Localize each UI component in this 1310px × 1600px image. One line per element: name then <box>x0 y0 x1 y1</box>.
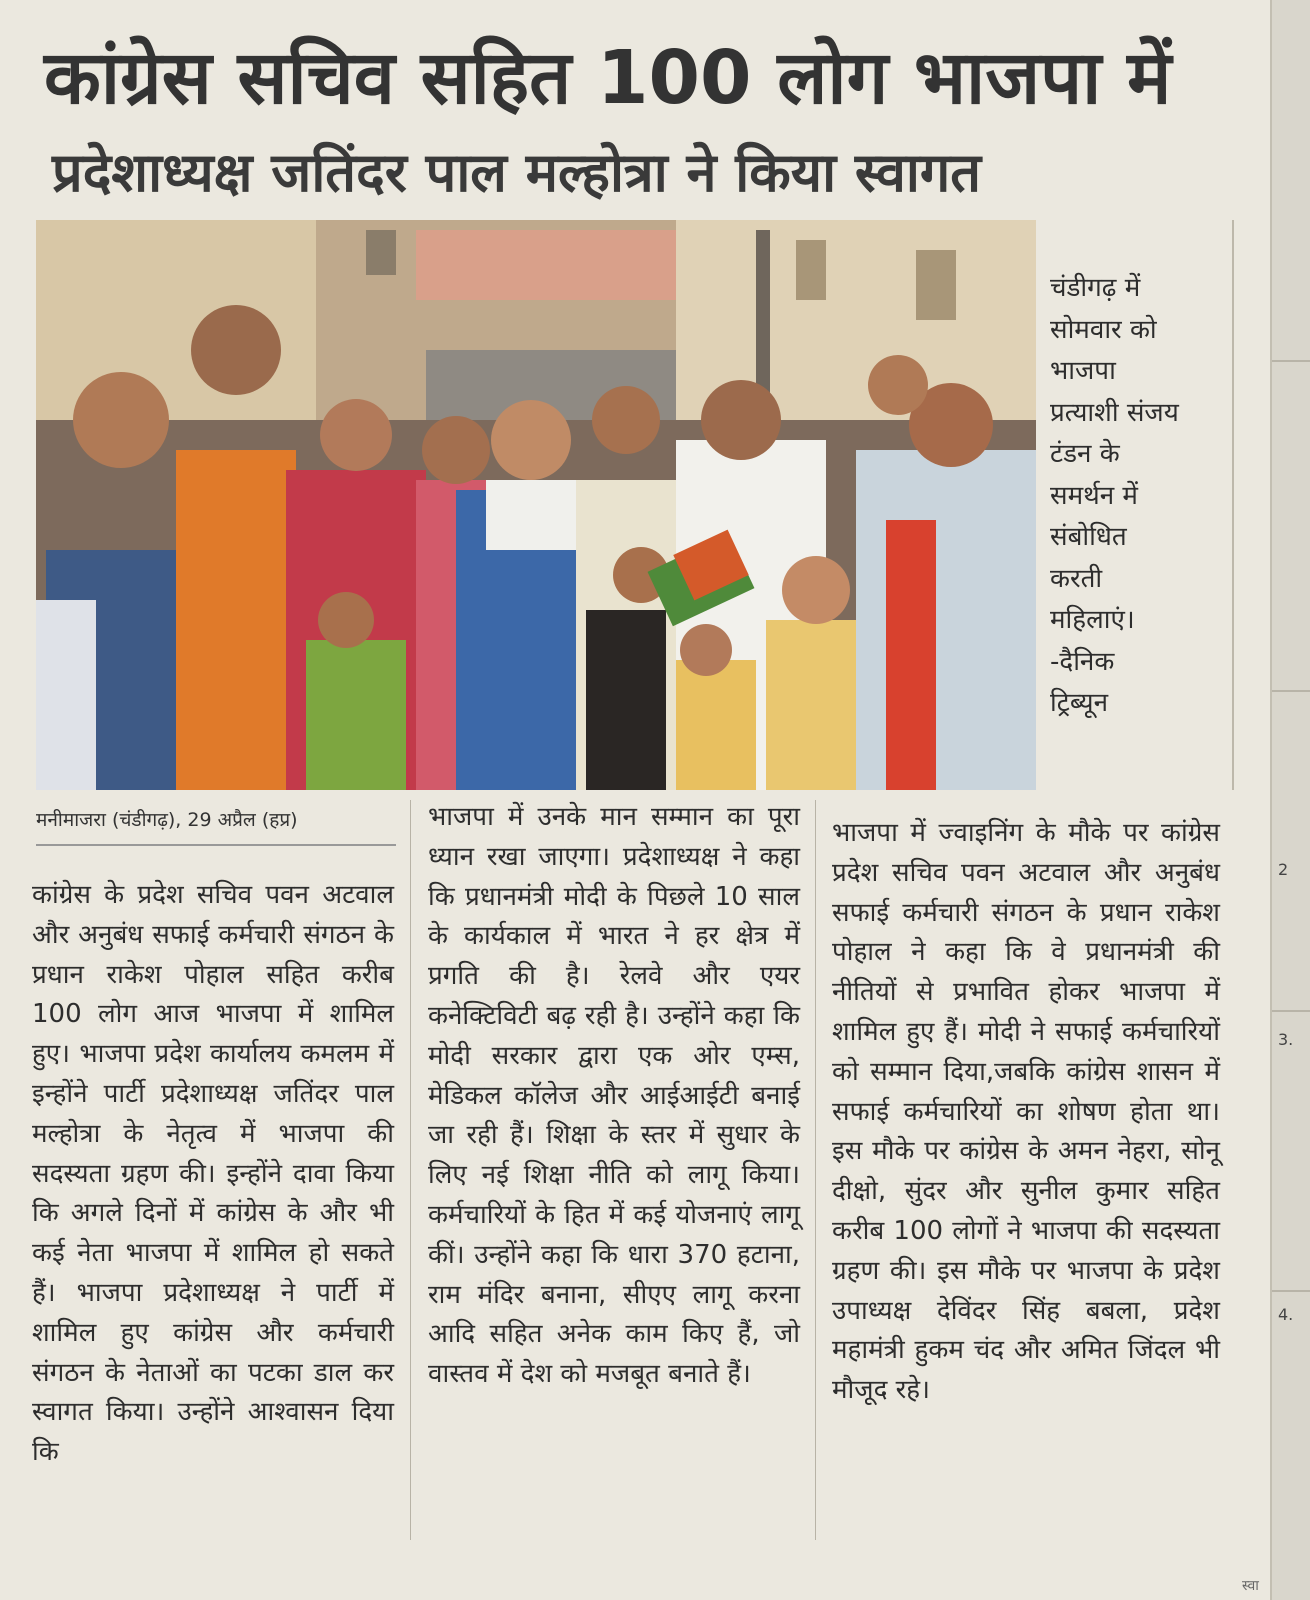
caption-line: महिलाएं। <box>1050 605 1135 635</box>
adjacent-page-edge <box>1270 0 1310 1600</box>
section-marker: 4. <box>1278 1305 1294 1324</box>
caption-line: ट्रिब्यून <box>1050 688 1109 718</box>
caption-line: समर्थन में <box>1050 480 1138 511</box>
news-photo <box>36 220 1036 790</box>
column-divider <box>815 800 816 1540</box>
section-marker: 2 <box>1278 860 1289 879</box>
footer-fragment: स्वा <box>1242 1578 1259 1594</box>
caption-line: -दैनिक <box>1050 646 1115 677</box>
article-column-3: भाजपा में ज्वाइनिंग के मौके पर कांग्रेस प्रदेश सचिव पवन अटवाल और अनुबंध सफाई कर्मचारी संगठन के प्रधान राकेश पोहाल ने कहा कि वे प्रधानमंत्री की नीतियों से प्रभावित होकर भाजपा में शामिल हुए हैं। मोदी ने सफाई कर्मचारियों को सम्मान दिया,जबकि कांग्रेस शासन में सफाई कर्मचारियों का शोषण होता था। इस मौके पर कांग्रेस के अमन नेहरा, सोनू दीक्षो, सुंदर और सुनील कुमार सहित करीब 100 लोगों ने भाजपा की सदस्यता ग्रहण की। इस मौके पर भाजपा के प्रदेश उपाध्यक्ष देविंदर सिंह बबला, प्रदेश महामंत्री हुकम चंद और अमित जिंदल भी मौजूद रहे। <box>832 818 1220 1406</box>
caption-line: भाजपा <box>1050 356 1116 386</box>
photo-crowd-women-celebrating <box>36 220 1036 790</box>
caption-line: संबोधित <box>1050 522 1127 552</box>
divider <box>1272 1290 1310 1292</box>
caption-line: सोमवार को <box>1050 314 1157 345</box>
article-column-1: कांग्रेस के प्रदेश सचिव पवन अटवाल और अनुबंध सफाई कर्मचारी संगठन के प्रधान राकेश पोहाल सहित करीब 100 लोग आज भाजपा में शामिल हुए। भाजपा प्रदेश कार्यालय कमलम में इन्होंने पार्टी प्रदेशाध्यक्ष जतिंदर पाल मल्होत्रा के नेतृत्व में भाजपा की सदस्यता ग्रहण की। इन्होंने दावा किया कि अगले दिनों में कांग्रेस के और भी कई नेता भाजपा में शामिल हो सकते हैं। भाजपा प्रदेशाध्यक्ष ने पार्टी में शामिल हुए कांग्रेस और कर्मचारी संगठन के नेताओं का पटका डाल कर स्वागत किया। उन्होंने आश्वासन दिया कि <box>32 880 394 1468</box>
subheadline: प्रदेशाध्यक्ष जतिंदर पाल मल्होत्रा ने किया स्वागत <box>52 141 982 204</box>
caption-line: चंडीगढ़ में <box>1050 273 1141 303</box>
caption-line: प्रत्याशी संजय <box>1050 397 1179 428</box>
photo-caption <box>1050 268 1240 725</box>
divider <box>1272 360 1310 362</box>
article-column-2: भाजपा में उनके मान सम्मान का पूरा ध्यान रखा जाएगा। प्रदेशाध्यक्ष ने कहा कि प्रधानमंत्री मोदी के पिछले 10 साल के कार्यकाल में भारत ने हर क्षेत्र में प्रगति की है। रेलवे और एयर कनेक्टिविटी बढ़ रही है। उन्होंने कहा कि मोदी सरकार द्वारा एक ओर एम्स, मेडिकल कॉलेज और आईआईटी बनाई जा रही हैं। शिक्षा के स्तर में सुधार के लिए नई शिक्षा नीति को लागू किया। कर्मचारियों के हित में कई योजनाएं लागू कीं। उन्होंने कहा कि धारा 370 हटाना, राम मंदिर बनाना, सीएए लागू करना आदि सहित अनेक काम किए हैं, जो वास्तव में देश को मजबूत बनाते हैं। <box>428 802 800 1390</box>
caption-line: करती <box>1050 563 1103 594</box>
section-marker: 3. <box>1278 1030 1294 1049</box>
caption-line: टंडन के <box>1050 439 1120 469</box>
divider <box>1272 690 1310 692</box>
divider <box>1272 1010 1310 1012</box>
dateline: मनीमाजरा (चंडीगढ़), 29 अप्रैल (हप्र) <box>36 806 396 846</box>
headline: कांग्रेस सचिव सहित 100 लोग भाजपा में <box>44 35 1172 121</box>
column-divider <box>410 800 411 1540</box>
